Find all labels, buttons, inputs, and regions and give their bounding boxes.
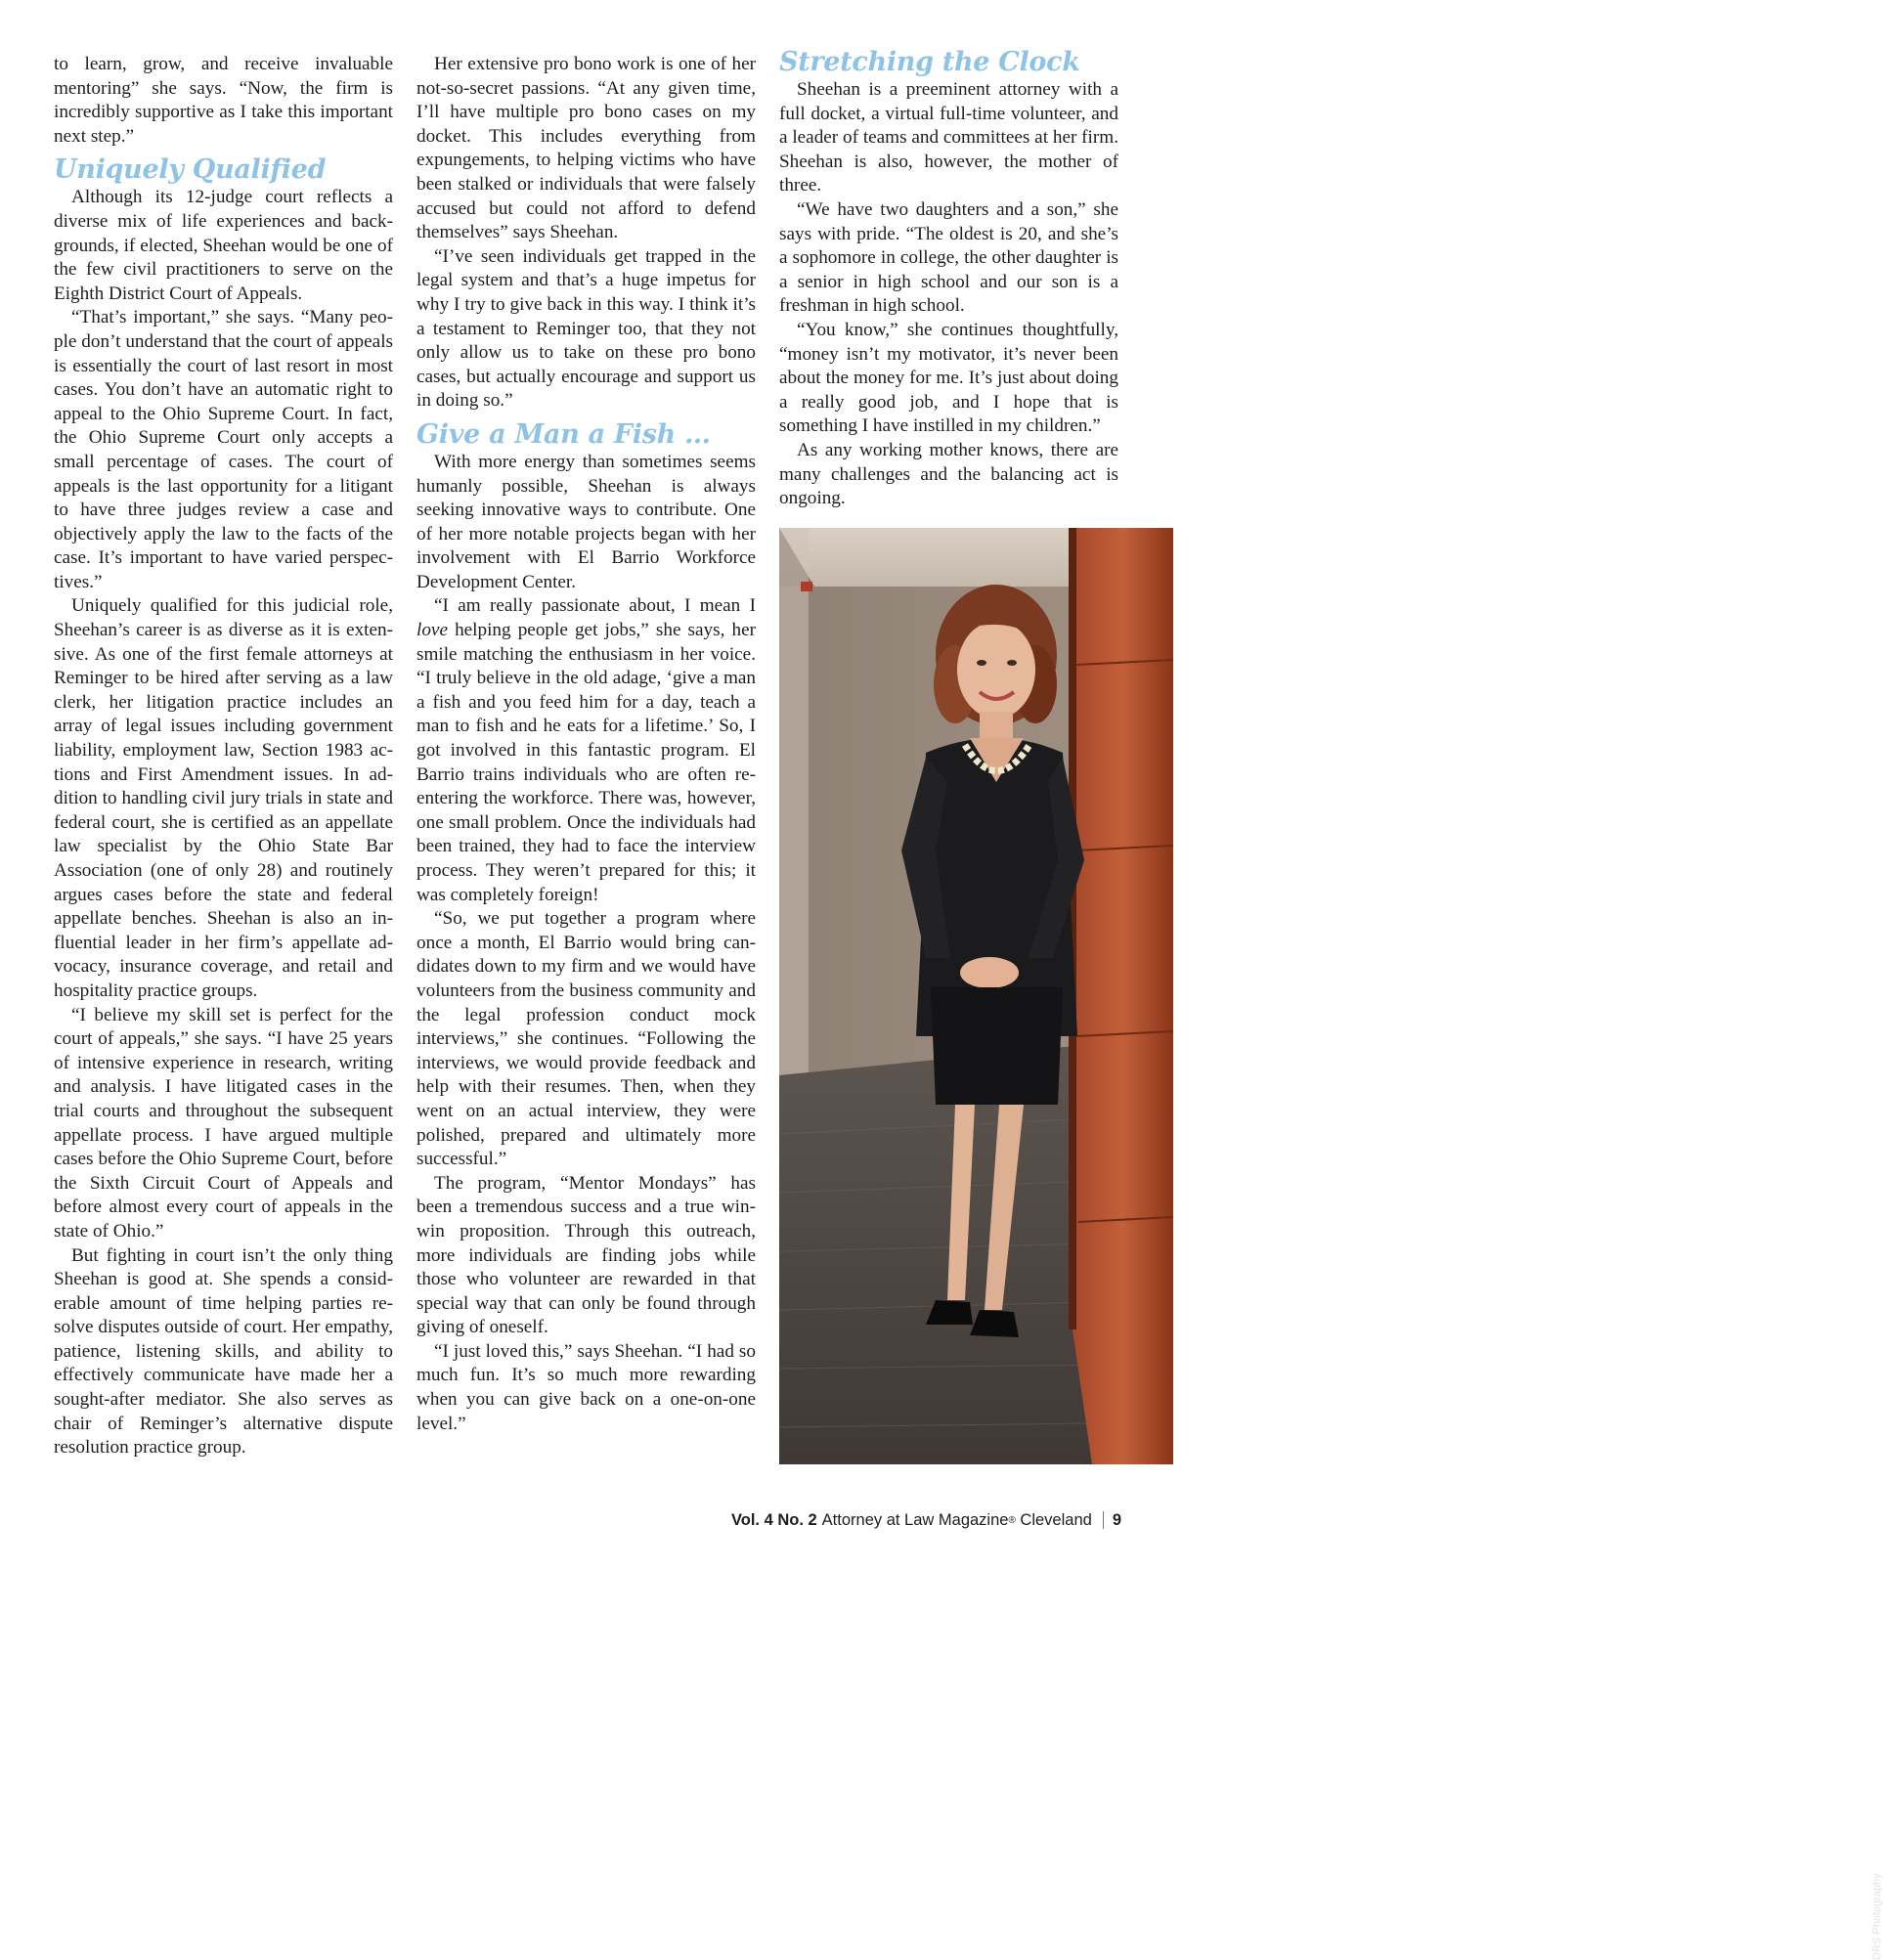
article-column-3 bbox=[779, 47, 1118, 511]
paragraph: Sheehan is a preeminent attorney with a full docket, a virtual full-time volunteer, and a leader of teams and committees at her firm. Sheehan is also, however, the mother of three. bbox=[779, 79, 1118, 196]
emphasis: love bbox=[416, 620, 448, 641]
footer-divider bbox=[1103, 1511, 1104, 1529]
paragraph: “You know,” she continues thoughtfully, “money isn’t my motivator, it’s never been about the money for me. It’s just about doing a really good job, and I hope that is something I have instilled in my children.” bbox=[779, 319, 1118, 437]
paragraph: With more energy than sometimes seems humanly possible, Sheehan is always seeking innovative ways to contribute. One of her more notable projects began with her involvement with El Barrio Workforce Development Center. bbox=[416, 451, 756, 592]
paragraph: “I’ve seen individuals get trapped in the legal system and that’s a huge impetus for why I try to give back in this way. I think it’s a testament to Reminger too, that they not only allow us to take on these pro bono cases, but actually encourage and support us in doing so.” bbox=[416, 245, 756, 412]
paragraph: “That’s important,” she says. “Many people don’t understand that the court of appeals is essentially the court of last resort in most cases. You don’t have an automatic right to appeal to the Ohio Supreme Court. In fact, the Ohio Supreme Court only accepts a small percentage of cases. The court of appeals is the last opportunity for a litigant to have three judges review a case and objectively apply the law to the facts of the case. It’s important to have varied perspectives.” bbox=[54, 307, 393, 592]
magazine-city: Cleveland bbox=[1020, 1510, 1092, 1529]
text-run: helping people get jobs,” she says, her smile matching the enthusiasm in her voice. “I truly believe in the old adage, ‘give a man a fish and you feed him for a day, teach a man to fish and he eats for a lifetime.’ So, I got involved in this fantastic program. El Barrio trains individuals who are often re-entering the workforce. There was, however, one small problem. Once the individuals had been trained, they had to face the interview process. They weren’t prepared for this; it was completely foreign! bbox=[416, 620, 756, 905]
article-column-2 bbox=[416, 53, 756, 1436]
paragraph bbox=[416, 594, 756, 907]
paragraph: The program, “Mentor Mondays” has been a tremendous success and a true win-win proposition. Through this outreach, more individuals are finding jobs while those who volunteer are rewarded in that special way that can only be found through giving of oneself. bbox=[416, 1172, 756, 1338]
page-number: 9 bbox=[1112, 1510, 1121, 1529]
paragraph: “We have two daughters and a son,” she says with pride. “The oldest is 20, and she’s a sophomore in college, the other daughter is a senior in high school and our son is a freshman in high school. bbox=[779, 198, 1118, 317]
registered-mark: ® bbox=[1008, 1514, 1016, 1526]
paragraph: to learn, grow, and receive invaluable mentoring” she says. “Now, the firm is incredibly supportive as I take this important next step.” bbox=[54, 54, 393, 147]
page-footer bbox=[731, 1509, 1121, 1531]
paragraph: “So, we put together a program where once a month, El Barrio would bring candidates down to my firm and we would have volunteers from the business community and the legal profession conduct mock interviews,” she continues. “Following the interviews, we would provide feedback and help with their resumes. Then, when they went on an actual interview, they were polished, prepared and ultimately more successful.” bbox=[416, 908, 756, 1170]
issue-volume: Vol. 4 No. 2 bbox=[730, 1510, 817, 1529]
section-heading-stretching-the-clock: Stretching the Clock bbox=[779, 47, 1080, 77]
paragraph: Uniquely qualified for this judicial role, Sheehan’s career is as diverse as it is extensive. As one of the first female attorneys at Reminger to be hired after serving as a law clerk, her litigation practice includes an array of legal issues including government liability, employment law, Section 1983 actions and First Amendment issues. In addition to handling civil jury trials in state and federal court, she is certified as an appellate law specialist by the Ohio State Bar Association (one of only 28) and routinely argues cases before the state and federal appellate benches. Sheehan is also an influential leader in her firm’s appellate advocacy, insurance coverage, and retail and hospitality practice groups. bbox=[54, 595, 393, 1001]
portrait-illustration bbox=[779, 528, 1173, 1464]
section-heading-give-a-man-a-fish: Give a Man a Fish … bbox=[416, 418, 711, 450]
paragraph: As any working mother knows, there are many challenges and the balancing act is ongoing. bbox=[779, 439, 1118, 509]
section-heading-uniquely-qualified: Uniquely Qualified bbox=[54, 154, 327, 186]
paragraph: But fighting in court isn’t the only thing Sheehan is good at. She spends a considerable amount of time helping parties resolve disputes outside of court. Her empathy, patience, listening skills, and ability to effectively communicate have made her a sought-after mediator. She also serves as chair of Reminger’s alternative dispute resolution practice group. bbox=[54, 1244, 393, 1459]
paragraph: “I believe my skill set is perfect for the court of appeals,” she says. “I have 25 years of intensive experience in research, writing and analysis. I have litigated cases in the trial courts and throughout the subsequent appellate process. I have argued multiple cases before the Ohio Supreme Court, before the Sixth Circuit Court of Appeals and before almost every court of appeals in the state of Ohio.” bbox=[54, 1004, 393, 1241]
paragraph: “I just loved this,” says Sheehan. “I had so much fun. It’s so much more rewarding when you can give back on a one-on-one level.” bbox=[416, 1340, 756, 1434]
text-run: “I am really passionate about, I mean I bbox=[434, 595, 756, 617]
article-column-1 bbox=[54, 53, 393, 1460]
paragraph: Her extensive pro bono work is one of her not-so-secret passions. “At any given time, I’ll have multiple pro bono cases on my docket. This includes everything from expungements, to helping victims who have been stalked or individuals that were falsely accused but could not afford to defend themselves” says Sheehan. bbox=[416, 54, 756, 243]
magazine-name: Attorney at Law Magazine bbox=[821, 1510, 1009, 1529]
paragraph: Although its 12-judge court reflects a diverse mix of life experiences and backgrounds, if elected, Sheehan would be one of the few civil practitioners to serve on the Eighth District Court of Appeals. bbox=[54, 187, 393, 304]
photo-credit: DRS Photography bbox=[1871, 1873, 1883, 1960]
